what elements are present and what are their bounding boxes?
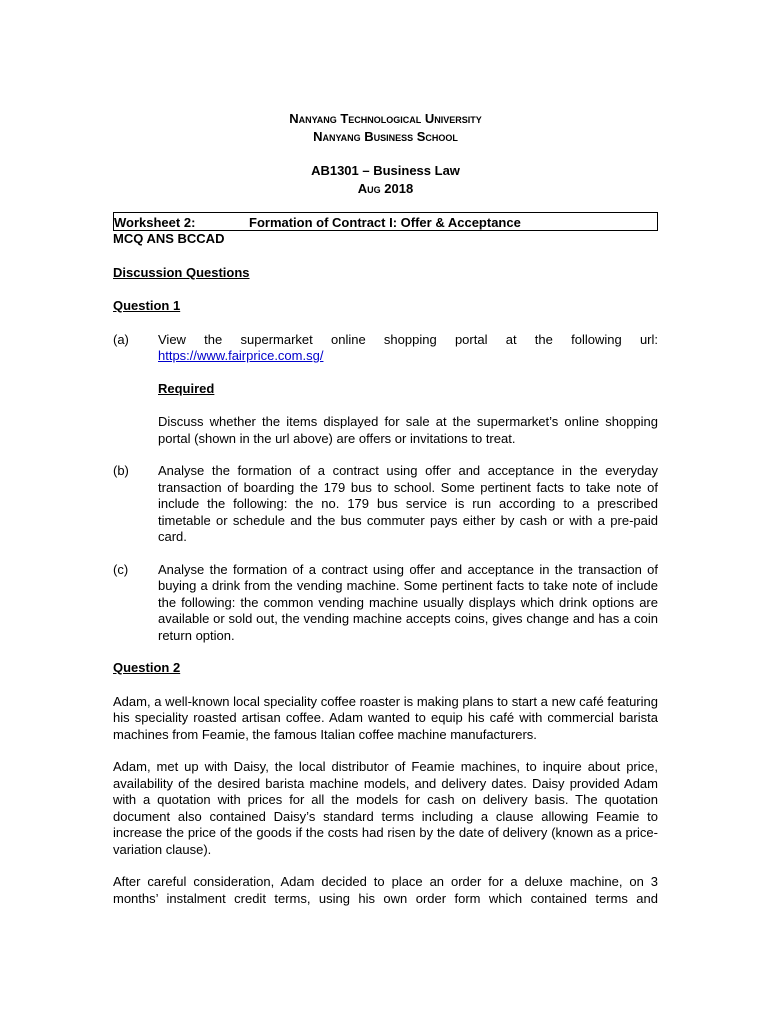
question-2-heading: Question 2 bbox=[113, 660, 181, 675]
worksheet-title-box bbox=[113, 212, 658, 231]
question-1c-text: Analyse the formation of a contract using offer and acceptance in the transaction of buying a drink from the vending machine. Some pertinent facts to take note of include the following: the common vending machine usually displays which drink options are available or sold out, the vending machine accepts coins, gives change and has a coin return option. bbox=[158, 561, 658, 643]
course-term: Aug 2018 bbox=[357, 181, 414, 196]
school-name: Nanyang Business School bbox=[313, 129, 458, 144]
question-1b-marker: (b) bbox=[113, 463, 129, 478]
question-1-heading: Question 1 bbox=[113, 298, 181, 313]
worksheet-label: Worksheet 2: bbox=[114, 215, 196, 230]
question-1a-intro: View the supermarket online shopping portal at the following url: bbox=[158, 331, 658, 347]
question-1c bbox=[113, 562, 658, 645]
university-name: Nanyang Technological University bbox=[289, 111, 482, 126]
question-2-paragraph-3: After careful consideration, Adam decided to place an order for a deluxe machine, on 3 months’ instalment credit terms, using his own order form which contained terms and bbox=[113, 874, 658, 906]
document-page bbox=[113, 110, 658, 907]
mcq-answers: MCQ ANS BCCAD bbox=[113, 231, 225, 246]
question-1c-marker: (c) bbox=[113, 561, 129, 577]
question-2-paragraph-1: Adam, a well-known local speciality coffee roaster is making plans to start a new café featuring his speciality roasted artisan coffee. Adam wanted to equip his café with commercial barista machines from Feamie, the famous Italian coffee machine manufacturers. bbox=[113, 693, 658, 742]
question-2-paragraph-2: Adam, met up with Daisy, the local distributor of Feamie machines, to inquire about price, availability of the desired barista machine models, and delivery dates. Daisy provided Adam with a quotation with prices for all the models for cash on delivery basis. The quotation document also contained Daisy’s standard terms including a clause allowing Feamie to increase the price of the goods if the costs had risen by the date of delivery (known as a price-variation clause). bbox=[113, 759, 658, 857]
question-1a-marker: (a) bbox=[113, 331, 129, 347]
fairprice-link[interactable]: https://www.fairprice.com.sg/ bbox=[158, 348, 324, 363]
worksheet-title: Formation of Contract I: Offer & Acceptance bbox=[249, 215, 521, 230]
course-title: AB1301 – Business Law bbox=[311, 163, 460, 178]
question-1a-required-text: Discuss whether the items displayed for sale at the supermarket’s online shopping portal (shown in the url above) are offers or invitations to treat. bbox=[158, 414, 658, 446]
discussion-heading: Discussion Questions bbox=[113, 264, 250, 280]
question-1b-text: Analyse the formation of a contract using offer and acceptance in the everyday transaction of boarding the 179 bus to school. Some pertinent facts to take note of include the following: the no. 179 bus service is run according to a prescribed timetable or schedule and the bus commuter pays either by cash or with a pre-paid card. bbox=[158, 463, 658, 544]
required-label: Required bbox=[158, 380, 215, 396]
question-1b bbox=[113, 463, 658, 546]
question-1a bbox=[113, 332, 658, 448]
